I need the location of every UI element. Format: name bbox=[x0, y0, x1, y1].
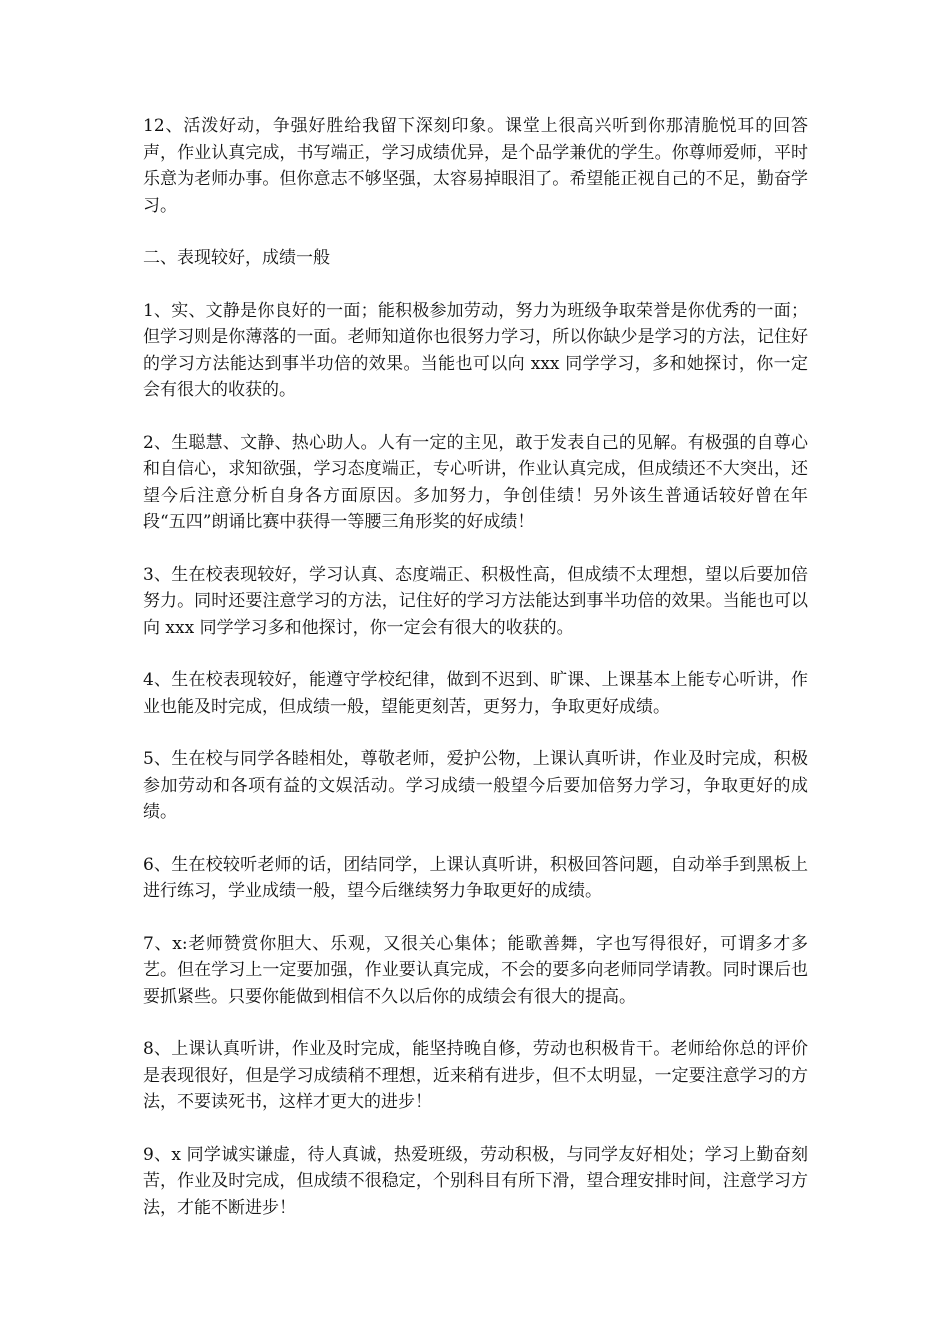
paragraph-8: 8、上课认真听讲，作业及时完成，能坚持晚自修，劳动也积极肯干。老师给你总的评价是表现很好，但是学习成绩稍不理想，近来稍有进步，但不太明显，一定要注意学习的方法，不要读死书，这样才更大的进步！ bbox=[143, 1039, 808, 1112]
section-heading-2: 二、表现较好，成绩一般 bbox=[143, 248, 330, 268]
paragraph-4: 4、生在校表现较好，能遵守学校纪律，做到不迟到、旷课、上课基本上能专心听讲，作业也能及时完成，但成绩一般，望能更刻苦，更努力，争取更好成绩。 bbox=[143, 670, 808, 717]
paragraph-12: 12、活泼好动，争强好胜给我留下深刻印象。课堂上很高兴听到你那清脆悦耳的回答声，作业认真完成，书写端正，学习成绩优异，是个品学兼优的学生。你尊师爱师，平时乐意为老师办事。但你意志不够坚强，太容易掉眼泪了。希望能正视自己的不足，勤奋学习。 bbox=[143, 116, 808, 216]
paragraph-7: 7、x:老师赞赏你胆大、乐观，又很关心集体；能歌善舞，字也写得很好，可谓多才多艺。但在学习上一定要加强，作业要认真完成，不会的要多向老师同学请教。同时课后也要抓紧些。只要你能做到相信不久以后你的成绩会有很大的提高。 bbox=[143, 933, 808, 1007]
paragraph-6: 6、生在校较听老师的话，团结同学，上课认真听讲，积极回答问题，自动举手到黑板上进行练习，学业成绩一般，望今后继续努力争取更好的成绩。 bbox=[143, 854, 808, 901]
paragraph-2: 2、生聪慧、文静、热心助人。人有一定的主见，敢于发表自己的见解。有极强的自尊心和自信心，求知欲强，学习态度端正，专心听讲，作业认真完成，但成绩还不大突出，还望今后注意分析自身各方面原因。多加努力，争创佳绩！另外该生普通话较好曾在年段“五四”朗诵比赛中获得一等腰三角形奖的好成绩！ bbox=[143, 432, 808, 532]
document-body bbox=[143, 113, 808, 1247]
paragraph-9: 9、x 同学诚实谦虚，待人真诚，热爱班级，劳动积极，与同学友好相处；学习上勤奋刻苦，作业及时完成，但成绩不很稳定，个别科目有所下滑，望合理安排时间，注意学习方法，才能不断进步！ bbox=[143, 1144, 808, 1218]
paragraph-5: 5、生在校与同学各睦相处，尊敬老师，爱护公物，上课认真听讲，作业及时完成，积极参加劳动和各项有益的文娱活动。学习成绩一般望今后要加倍努力学习，争取更好的成绩。 bbox=[143, 749, 808, 822]
paragraph-1: 1、实、文静是你良好的一面；能积极参加劳动，努力为班级争取荣誉是你优秀的一面；但学习则是你薄落的一面。老师知道你也很努力学习，所以你缺少是学习的方法，记住好的学习方法能达到事半功倍的效果。当能也可以向 xxx 同学学习，多和她探讨，你一定会有很大的收获的。 bbox=[143, 300, 808, 400]
paragraph-3: 3、生在校表现较好，学习认真、态度端正、积极性高，但成绩不太理想，望以后要加倍努力。同时还要注意学习的方法，记住好的学习方法能达到事半功倍的效果。当能也可以向 xxx 同学学习多和他探讨，你一定会有很大的收获的。 bbox=[143, 564, 808, 638]
